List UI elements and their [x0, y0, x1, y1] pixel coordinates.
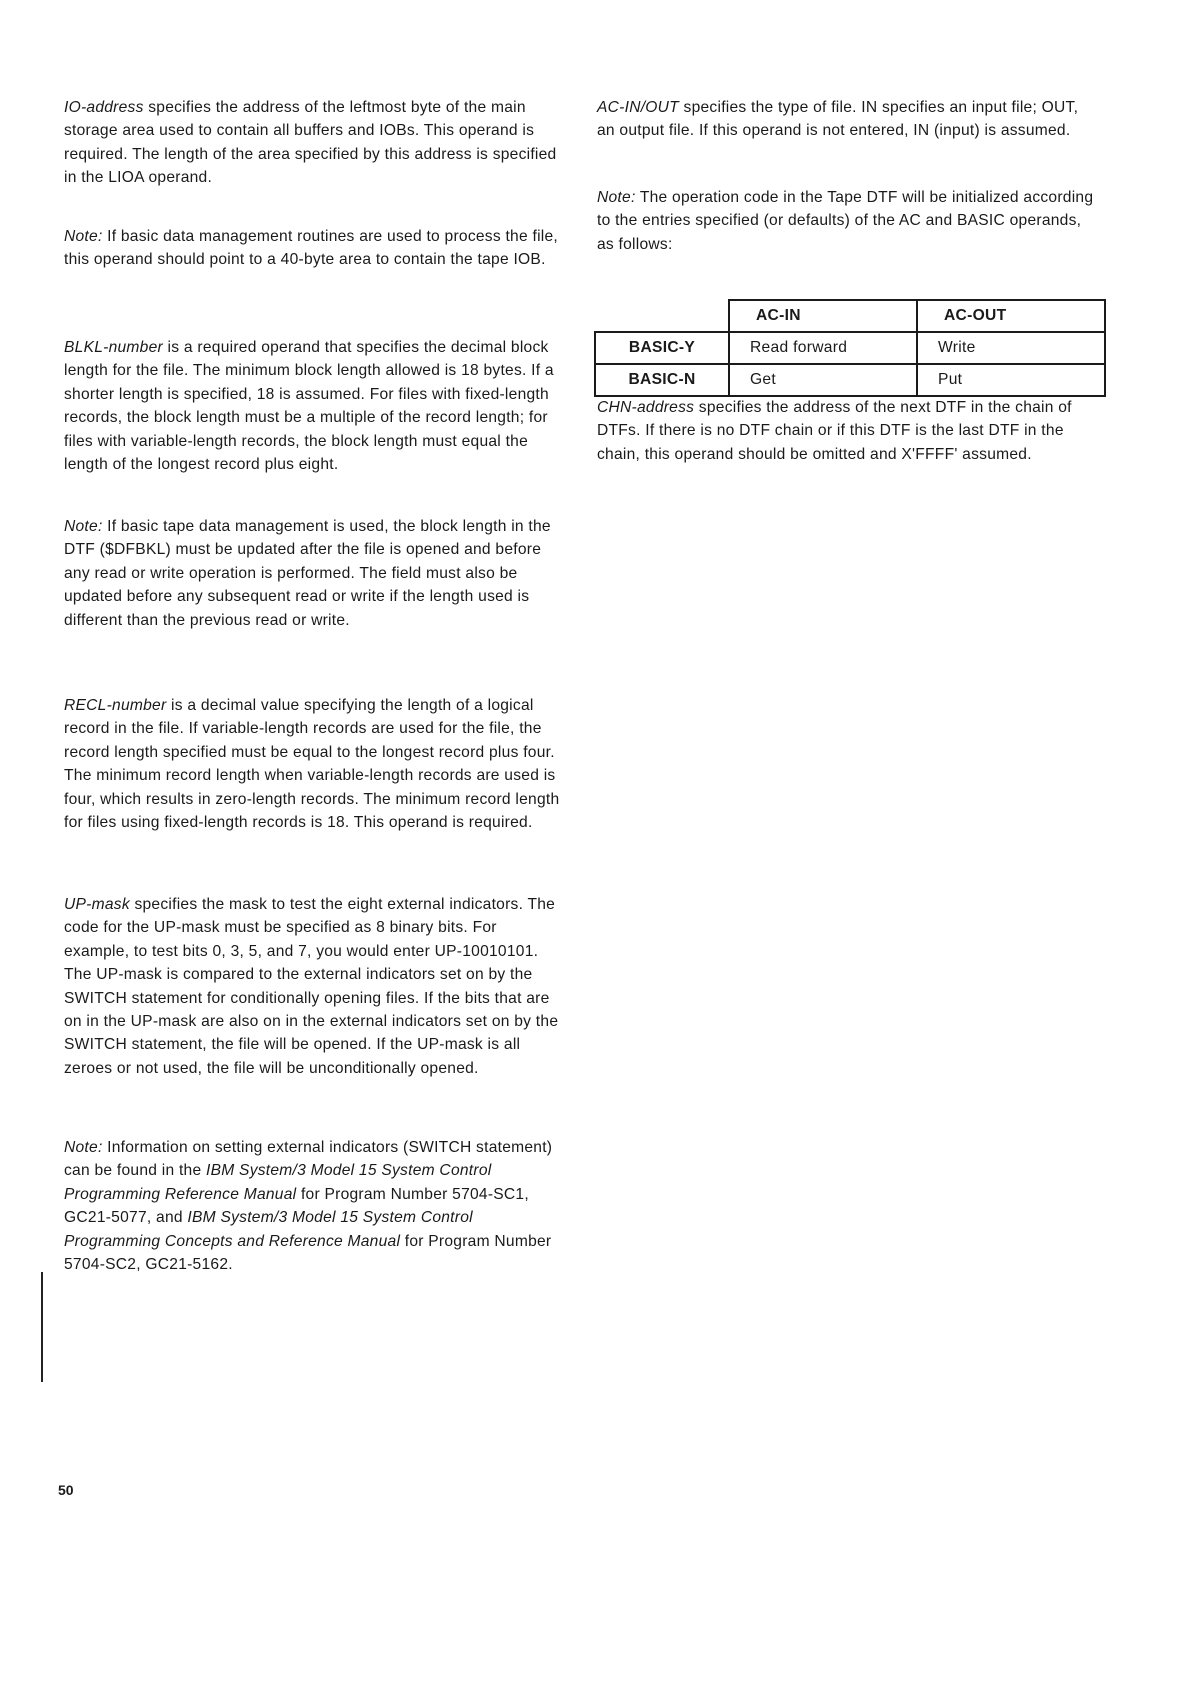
paragraph-text: specifies the mask to test the eight external indicators. The code for the UP-mask must be specified as 8 binary bits. For example, to test bits 0, 3, 5, and 7, you would enter UP-10010101. The UP-mask is compared to the external indicators set on by the SWITCH statement for conditionally opening files. If the bits that are on in the UP-mask are also on in the external indicators set on by the SWITCH statement, the file will be opened. If the UP-mask is all zeroes or not used, the file will be unconditionally opened.	[64, 896, 559, 1077]
table-cell: Put	[917, 364, 1105, 396]
manual-citation: IBM System/3 Model 15 System Control Programming Reference Manual	[64, 1162, 492, 1203]
ac-in-out-paragraph	[597, 96, 1097, 143]
recl-number-paragraph	[64, 694, 564, 834]
paragraph-text: specifies the type of file. IN specifies an input file; OUT, an output file. If this operand is not entered, IN (input) is assumed.	[597, 99, 1079, 140]
up-mask-paragraph	[64, 893, 564, 1080]
page-number: 50	[58, 1482, 74, 1498]
paragraph-text: is a decimal value specifying the length of a logical record in the file. If variable-length records are used for the file, the record length specified must be equal to the longest record plus four. The minimum record length when variable-length records are used is four, which results in zero-length records. The minimum record length for files using fixed-length records is 18. This operand is required.	[64, 697, 560, 832]
column-header: AC-OUT	[917, 300, 1105, 332]
note-paragraph	[597, 186, 1097, 256]
note-paragraph	[64, 1136, 564, 1276]
operand-term: UP-mask	[64, 896, 130, 913]
table-cell: Write	[917, 332, 1105, 364]
paragraph-text: Information on setting external indicators (SWITCH statement) can be found in the	[64, 1139, 553, 1180]
note-label: Note:	[597, 189, 636, 206]
paragraph-text: If basic tape data management is used, the block length in the DTF ($DFBKL) must be updated after the file is opened and before any read or write operation is performed. The field must also be updated before any subsequent read or write if the length used is different than the previous read or write.	[64, 518, 551, 629]
table-cell: Read forward	[729, 332, 917, 364]
paragraph-text: The operation code in the Tape DTF will be initialized according to the entries specified (or defaults) of the AC and BASIC operands, as follows:	[597, 189, 1094, 253]
row-header: BASIC-Y	[595, 332, 729, 364]
paragraph-text: for Program Number 5704-SC2, GC21-5162.	[64, 1232, 552, 1274]
table-cell: Get	[729, 364, 917, 396]
blkl-number-paragraph	[64, 336, 564, 476]
paragraph-text: If basic data management routines are used to process the file, this operand should point to a 40-byte area to contain the tape IOB.	[64, 228, 559, 269]
paragraph-text: for Program Number 5704-SC1, GC21-5077, and	[64, 1185, 529, 1227]
operation-code-table	[594, 299, 1106, 397]
paragraph-text: is a required operand that specifies the decimal block length for the file. The minimum block length allowed is 18 bytes. If a shorter length is specified, 18 is assumed. For files with fixed-length records, the block length must be a multiple of the record length; for files with variable-length records, the block length must equal the length of the longest record plus eight.	[64, 339, 554, 474]
operand-term: RECL-number	[64, 697, 167, 714]
note-paragraph	[64, 225, 564, 272]
note-label: Note:	[64, 1139, 103, 1156]
paragraph-text: specifies the address of the leftmost byte of the main storage area used to contain all buffers and IOBs. This operand is required. The length of the area specified by this address is specified in the LIOA operand.	[64, 99, 557, 187]
table-row	[595, 332, 1105, 364]
revision-change-bar	[41, 1272, 43, 1382]
chn-address-paragraph	[597, 396, 1097, 466]
operand-term: BLKL-number	[64, 339, 163, 356]
table-header-row	[595, 300, 1105, 332]
manual-citation: IBM System/3 Model 15 System Control Programming Concepts and Reference Manual	[64, 1209, 473, 1250]
column-header: AC-IN	[729, 300, 917, 332]
paragraph-text: specifies the address of the next DTF in the chain of DTFs. If there is no DTF chain or if this DTF is the last DTF in the chain, this operand should be omitted and X'FFFF' assumed.	[597, 399, 1072, 463]
io-address-paragraph	[64, 96, 564, 190]
operand-term: AC-IN/OUT	[597, 99, 679, 116]
note-label: Note:	[64, 228, 103, 245]
table-corner-cell	[595, 300, 729, 332]
row-header: BASIC-N	[595, 364, 729, 396]
operand-term: CHN-address	[597, 399, 695, 416]
note-paragraph	[64, 515, 564, 632]
operand-term: IO-address	[64, 99, 144, 116]
note-label: Note:	[64, 518, 103, 535]
table-row	[595, 364, 1105, 396]
